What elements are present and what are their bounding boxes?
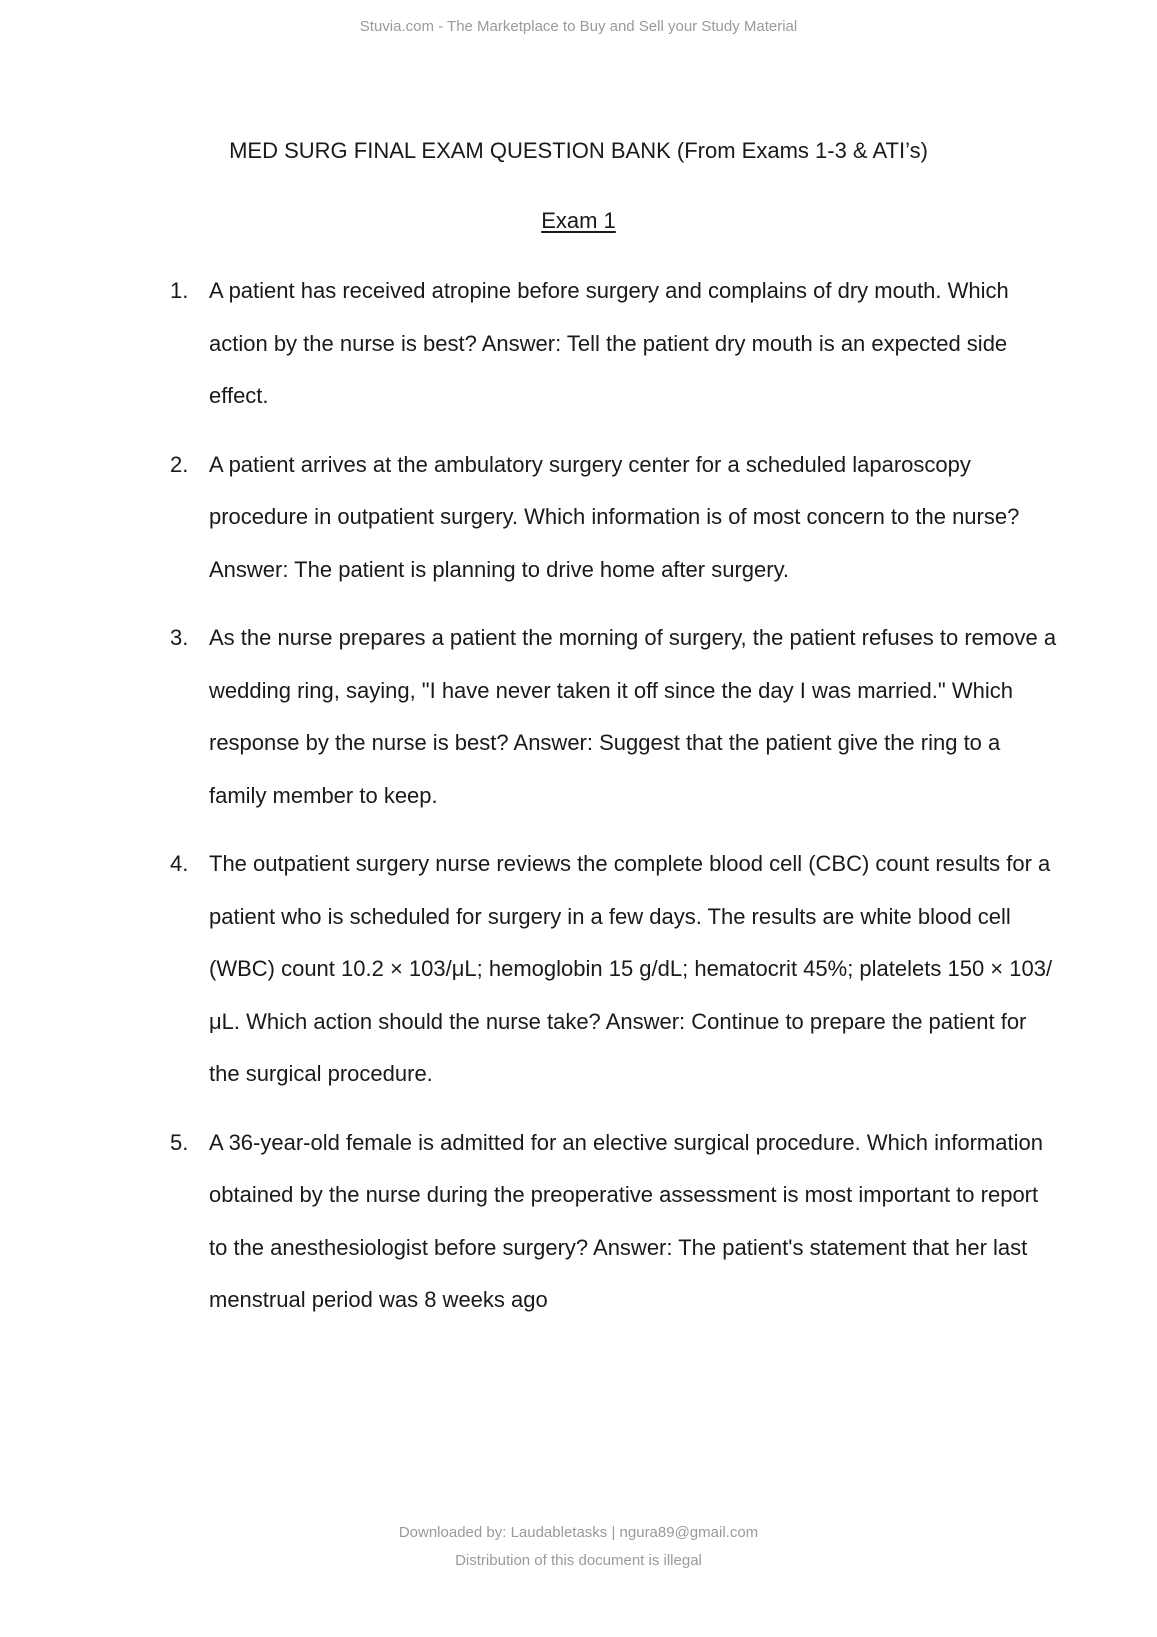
question-number: 5.: [170, 1129, 189, 1155]
question-number: 4.: [170, 851, 189, 876]
question-text: As the nurse prepares a patient the morning of surgery, the patient refuses to remove a wedding ring, saying, "I have never taken it off since the day I was married." Which response by the nurse is best? Answer: Suggest that the patient give the ring to a family member to keep.: [209, 625, 1057, 808]
question-list: [170, 265, 1060, 1343]
footer-distribution-notice: Distribution of this document is illegal: [455, 1552, 702, 1569]
question-number: 1.: [170, 278, 189, 303]
footer-downloaded-by: Downloaded by: Laudabletasks | ngura89@gmail.com: [398, 1524, 759, 1541]
question-text: A 36-year-old female is admitted for an elective surgical procedure. Which information obtained by the nurse during the preoperative assessment is most important to report to the anesthesiologist before surgery? Answer: The patient's statement that her last menstrual period was 8 weeks ago: [209, 1129, 1043, 1312]
document-title: MED SURG FINAL EXAM QUESTION BANK (From Exams 1-3 & ATI’s): [229, 138, 928, 163]
question-item: [170, 1117, 1060, 1327]
section-heading-exam-1: Exam 1: [541, 208, 616, 233]
question-number: 2.: [170, 451, 189, 477]
question-text: A patient arrives at the ambulatory surgery center for a scheduled laparoscopy procedure in outpatient surgery. Which information is of most concern to the nurse? Answer: The patient is planning to drive home after surgery.: [209, 451, 1020, 582]
question-item: [170, 838, 1060, 1101]
stuvia-watermark-header: Stuvia.com - The Marketplace to Buy and Sell your Study Material: [359, 18, 798, 35]
question-item: [170, 439, 1060, 597]
question-text: A patient has received atropine before surgery and complains of dry mouth. Which action by the nurse is best? Answer: Tell the patient dry mouth is an expected side effect.: [209, 278, 1009, 408]
question-item: [170, 612, 1060, 822]
question-number: 3.: [170, 625, 189, 650]
question-text: The outpatient surgery nurse reviews the complete blood cell (CBC) count results for a patient who is scheduled for surgery in a few days. The results are white blood cell (WBC) count 10.2 × 103/μL; hemoglobin 15 g/dL; hematocrit 45%; platelets 150 × 103/μL. Which action should the nurse take? Answer: Continue to prepare the patient for the surgical procedure.: [209, 851, 1053, 1086]
question-item: [170, 265, 1060, 423]
